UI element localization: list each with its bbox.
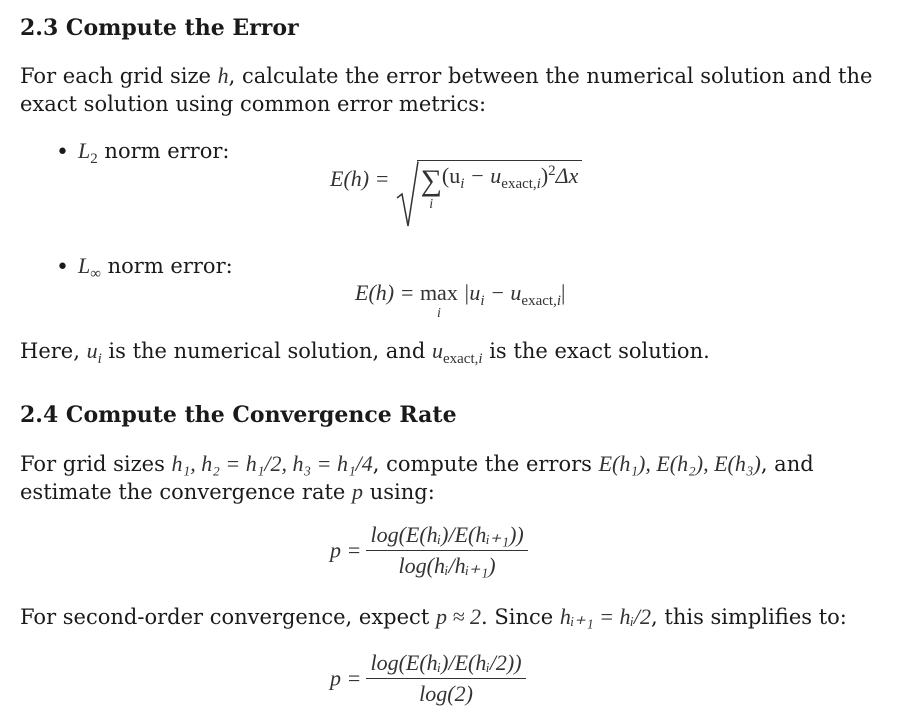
eq1-dx: Δx: [555, 163, 579, 188]
here-text-2: is the numerical solution, and: [101, 339, 432, 363]
eq1-exact-i: i: [536, 176, 541, 192]
eq2-abs-u: |u: [457, 280, 481, 305]
equation-simplified-rate: [330, 650, 526, 707]
eq1-exact: exact,: [501, 176, 537, 192]
max-index: i: [436, 306, 441, 321]
here-sentence: [20, 337, 900, 373]
sum-operator: [420, 163, 442, 212]
line1-text-a: For grid sizes: [20, 452, 172, 476]
bullet-dot-1: •: [56, 140, 69, 165]
intro-text-2: , calculate the error between the numerical solution and the exact solution using common error metrics:: [20, 64, 873, 116]
equation-convergence-rate: [330, 522, 528, 579]
second-text-c: , this simplifies to:: [651, 605, 847, 629]
eq3-fraction: [366, 522, 527, 579]
here-u: u: [86, 338, 98, 363]
line1-math-grid: h₁, h₂ = h₁/2, h₃ = h₁/4: [171, 451, 373, 476]
equation-l2-norm: [330, 160, 582, 212]
eq1-close: ): [540, 163, 549, 188]
eq1-open: (u: [441, 163, 461, 188]
here-text-3: is the exact solution.: [482, 339, 710, 363]
sqrt: [395, 160, 583, 212]
l2-letter: L: [78, 138, 91, 163]
eq2-lhs: E(h) =: [355, 280, 420, 305]
second-math-h: hᵢ₊₁ = hᵢ/2: [559, 604, 652, 629]
second-text-b: . Since: [481, 605, 560, 629]
radicand: [417, 160, 583, 212]
section-2-4-heading: 2.4 Compute the Convergence Rate: [20, 402, 457, 428]
l2-subscript: 2: [90, 151, 98, 167]
eq1-lhs: E(h) =: [330, 166, 390, 191]
sum-index: i: [429, 197, 434, 212]
eq1-minus-u: − u: [464, 163, 502, 188]
eq2-exact-i: i: [556, 293, 561, 309]
max-word: max: [419, 280, 458, 305]
eq4-denominator: log(2): [419, 681, 473, 706]
linf-letter: L: [78, 253, 91, 278]
here-u-sub: i: [97, 351, 102, 367]
max-operator: [419, 280, 458, 321]
eq1-sub-i: i: [460, 176, 465, 192]
section-2-3-intro: [20, 62, 900, 118]
linf-subscript: ∞: [90, 266, 101, 282]
eq4-lhs: p =: [330, 665, 362, 691]
intro-text-1: For each grid size: [20, 64, 218, 88]
radical-sign-icon: [395, 160, 419, 230]
line1-math-errors: E(h₁), E(h₂), E(h₃): [598, 451, 761, 476]
section-2-4-line-2: [20, 478, 900, 506]
eq3-numerator: log(E(hᵢ)/E(hᵢ₊₁)): [366, 522, 527, 551]
eq1-square: 2: [548, 163, 556, 179]
sum-symbol: ∑: [420, 164, 442, 197]
section-2-4-line-1: [20, 450, 900, 478]
linf-text: norm error:: [100, 254, 233, 278]
here-exact-i: i: [478, 351, 483, 367]
eq2-exact: exact,: [521, 293, 557, 309]
line2-p: p: [352, 479, 364, 504]
here-exact: exact,: [442, 351, 479, 367]
line2-text-a: estimate the convergence rate: [20, 480, 353, 504]
second-math-p: p ≈ 2: [435, 604, 482, 629]
bullet-dot-2: •: [56, 255, 69, 280]
eq4-numerator: log(E(hᵢ)/E(hᵢ/2)): [366, 650, 525, 679]
line1-text-b: , compute the errors: [372, 452, 599, 476]
line2-text-b: using:: [363, 480, 435, 504]
section-2-3-heading: 2.3 Compute the Error: [20, 15, 299, 41]
line1-text-c: , and: [760, 452, 814, 476]
l2-text: norm error:: [97, 139, 230, 163]
eq2-abs-close: |: [560, 280, 566, 305]
here-text-1: Here,: [20, 339, 87, 363]
here-u2: u: [431, 338, 443, 363]
eq3-denominator: log(hᵢ/hᵢ₊₁): [398, 553, 496, 578]
eq3-lhs: p =: [330, 537, 362, 563]
eq2-minus-u: − u: [484, 280, 522, 305]
equation-linf-norm: [355, 280, 566, 321]
eq4-fraction: [366, 650, 525, 707]
second-text-a: For second-order convergence, expect: [20, 605, 436, 629]
eq2-sub-i: i: [480, 293, 485, 309]
second-order-sentence: [20, 603, 900, 631]
intro-h: h: [217, 63, 229, 88]
